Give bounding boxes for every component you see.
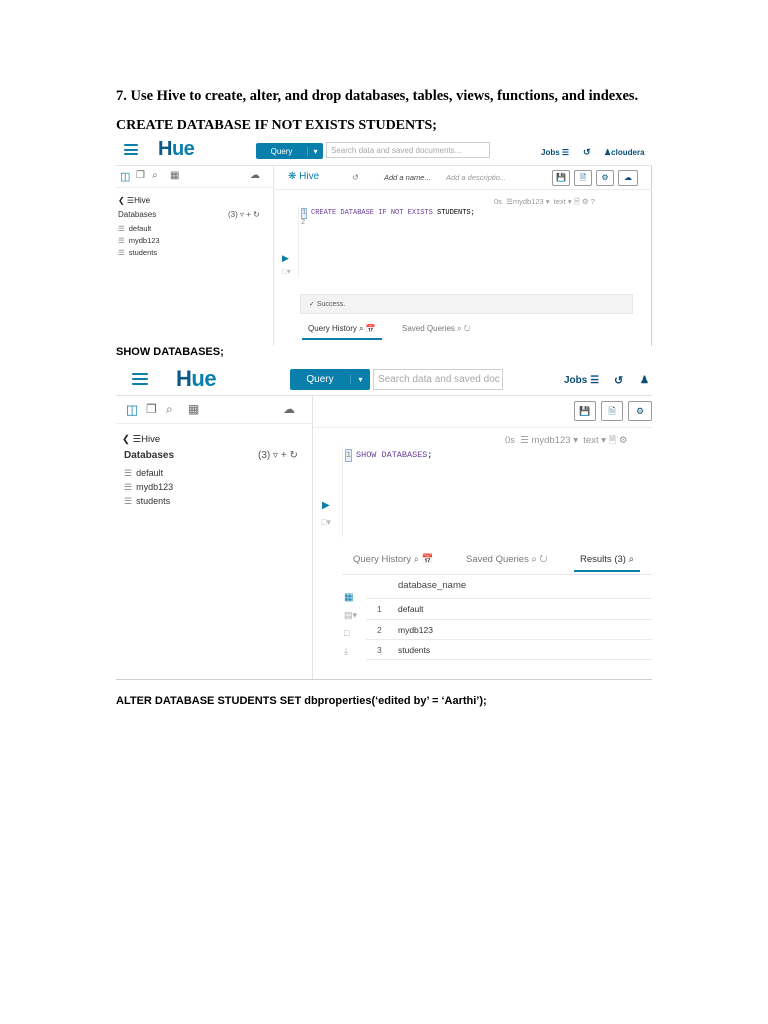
- sql-code[interactable]: SHOW DATABASES;: [356, 450, 433, 460]
- caption-show-databases: SHOW DATABASES;: [116, 346, 224, 358]
- save-button[interactable]: 💾: [552, 170, 570, 186]
- code-editor[interactable]: [342, 447, 652, 537]
- database-icon: ☰: [118, 224, 125, 233]
- left-assist-panel: [116, 166, 274, 346]
- databases-count: (3) ▿ + ↻: [228, 210, 260, 219]
- table-row[interactable]: 1 default: [366, 598, 652, 618]
- add-icon: +: [246, 210, 251, 219]
- hive-back-link[interactable]: ❮ ☰Hive: [118, 196, 151, 205]
- add-icon: +: [280, 450, 287, 461]
- undo-icon[interactable]: ↺: [352, 173, 359, 182]
- jobs-button[interactable]: Jobs ☰: [541, 148, 570, 157]
- grid-icon[interactable]: ▦: [188, 402, 200, 416]
- caption-create-database: CREATE DATABASE IF NOT EXISTS STUDENTS;: [116, 118, 437, 133]
- database-icon: ☰: [124, 482, 133, 492]
- editor-meta: 0s ☰ mydb123 ▾ text ▾ 🗎 ⚙: [505, 435, 628, 446]
- database-icon[interactable]: ◫: [120, 171, 131, 183]
- database-icon: ☰: [124, 496, 133, 506]
- left-assist-panel: [116, 396, 313, 680]
- tab-saved-queries[interactable]: Saved Queries ⌕ ↻: [402, 324, 471, 333]
- hue-logo[interactable]: Hue: [158, 138, 195, 160]
- copy-icon[interactable]: ❐: [136, 170, 145, 181]
- top-navbar: [116, 134, 652, 166]
- line-number: 1: [302, 209, 307, 217]
- tab-results[interactable]: Results (3) ⌕: [574, 554, 640, 572]
- document-heading: 7. Use Hive to create, alter, and drop databases, tables, views, functions, and indexes.: [116, 88, 639, 104]
- database-item[interactable]: ☰ default: [124, 468, 164, 478]
- query-caret-icon: ▾: [307, 147, 323, 156]
- query-button[interactable]: Query ▾: [290, 369, 370, 390]
- grid-view-icon[interactable]: ▦: [344, 592, 354, 603]
- settings-button[interactable]: ⚙: [628, 401, 652, 421]
- query-name-field[interactable]: Add a name...: [384, 173, 431, 182]
- hive-back-link[interactable]: ❮ ☰Hive: [122, 434, 161, 445]
- new-document-button[interactable]: 🗎: [601, 401, 623, 421]
- expand-icon[interactable]: □: [344, 628, 350, 638]
- settings-button[interactable]: ⚙: [596, 170, 614, 186]
- user-menu[interactable]: ♟: [640, 375, 649, 386]
- save-button[interactable]: 💾: [574, 401, 596, 421]
- history-icon[interactable]: ↺: [614, 375, 624, 387]
- cloud-icon[interactable]: ☁: [283, 402, 295, 416]
- download-icon[interactable]: ⤓: [344, 646, 348, 656]
- database-item[interactable]: ☰ mydb123: [124, 482, 174, 492]
- database-icon[interactable]: ◫: [126, 402, 139, 417]
- editor-type-label[interactable]: ❋ Hive: [288, 171, 320, 182]
- databases-title: Databases: [118, 210, 157, 219]
- databases-count: (3) ▿ + ↻: [258, 450, 298, 461]
- filter-icon: ▿: [273, 450, 279, 461]
- cloud-icon[interactable]: ☁: [250, 170, 260, 181]
- database-item[interactable]: ☰ mydb123: [118, 236, 160, 245]
- database-icon: ☰: [118, 248, 125, 257]
- user-menu[interactable]: ♟cloudera: [604, 148, 645, 157]
- chart-view-icon[interactable]: ▤▾: [344, 610, 358, 620]
- query-button[interactable]: Query ▾: [256, 143, 323, 159]
- refresh-icon: ↻: [253, 210, 260, 219]
- table-row[interactable]: 3 students: [366, 639, 652, 659]
- editor-toolbar: [313, 396, 652, 428]
- line-number: 2: [301, 219, 306, 227]
- refresh-icon: ↻: [289, 450, 298, 461]
- tab-query-history[interactable]: Query History ⌕ 📅: [353, 554, 434, 565]
- run-query-icon[interactable]: ▶: [282, 253, 289, 263]
- history-icon[interactable]: ↺: [583, 147, 591, 157]
- editor-toolbar: [274, 166, 652, 190]
- database-item[interactable]: ☰ default: [118, 224, 152, 233]
- tab-saved-queries[interactable]: Saved Queries ⌕ ↻: [466, 554, 548, 565]
- line-number: 1: [346, 450, 352, 460]
- database-icon: ☰: [124, 468, 133, 478]
- hue-logo[interactable]: Hue: [176, 366, 217, 391]
- hamburger-menu-icon[interactable]: [132, 373, 148, 385]
- query-options-icon[interactable]: □▾: [282, 267, 291, 276]
- hue-screenshot-show: [116, 362, 652, 680]
- grid-icon[interactable]: ▦: [170, 170, 180, 181]
- hue-screenshot-create: [116, 134, 652, 346]
- caption-alter-database: ALTER DATABASE STUDENTS SET dbproperties(‘edited by’ = ‘Aarthi’);: [116, 695, 487, 707]
- query-description-field[interactable]: Add a descriptio...: [446, 173, 507, 182]
- top-navbar: [116, 362, 652, 396]
- hamburger-menu-icon[interactable]: [124, 144, 138, 155]
- zoom-icon[interactable]: ⌕: [166, 402, 173, 416]
- query-options-icon[interactable]: □▾: [321, 517, 331, 527]
- editor-meta: 0s ☰mydb123 ▾ text ▾ 🗎 ⚙ ?: [494, 197, 595, 206]
- run-query-icon[interactable]: ▶: [322, 500, 330, 511]
- zoom-icon[interactable]: ⌕: [152, 170, 158, 181]
- results-column-header[interactable]: database_name: [398, 580, 467, 591]
- code-editor[interactable]: [298, 206, 648, 278]
- status-message: ✓ Success.: [300, 294, 633, 314]
- database-item[interactable]: ☰ students: [124, 496, 171, 506]
- filter-icon: ▿: [240, 210, 245, 219]
- database-item[interactable]: ☰ students: [118, 248, 158, 257]
- tab-query-history[interactable]: Query History ⌕ 📅: [302, 324, 382, 340]
- search-input[interactable]: Search data and saved documents...: [326, 142, 490, 158]
- table-row[interactable]: 2 mydb123: [366, 619, 652, 639]
- query-caret-icon: ▾: [350, 375, 370, 384]
- search-input[interactable]: Search data and saved doc: [373, 369, 503, 390]
- jobs-button[interactable]: Jobs ☰: [564, 375, 600, 386]
- new-document-button[interactable]: 🗎: [574, 170, 592, 186]
- copy-icon[interactable]: ❐: [146, 402, 157, 416]
- databases-title: Databases: [124, 450, 175, 461]
- share-button[interactable]: ☁: [618, 170, 638, 186]
- database-icon: ☰: [118, 236, 125, 245]
- sql-code[interactable]: CREATE DATABASE IF NOT EXISTS STUDENTS;: [311, 209, 475, 217]
